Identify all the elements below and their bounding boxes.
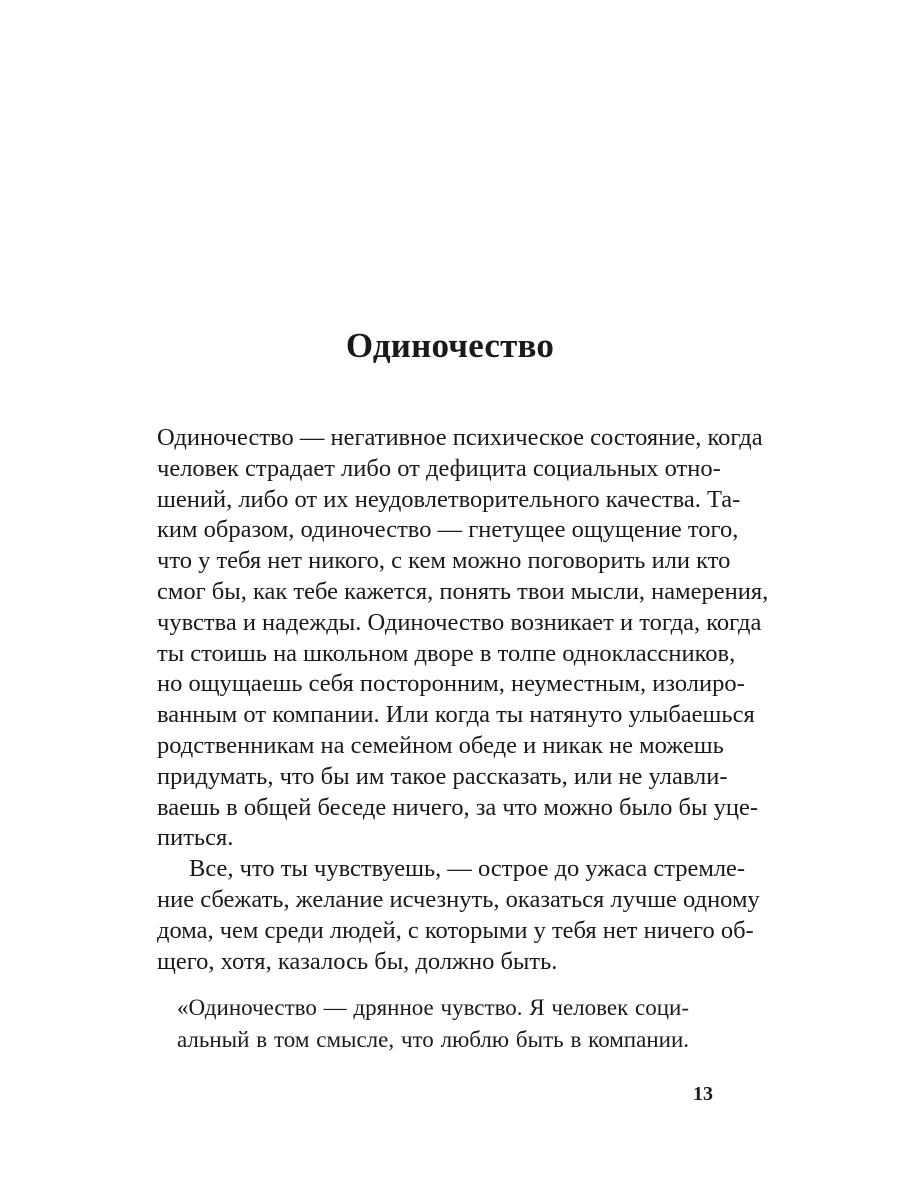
body-line: смог бы, как тебе кажется, понять твои мысли, намерения, <box>157 577 769 605</box>
body-line: Одиночество — негативное психическое состояние, когда <box>157 424 763 451</box>
body-line: что у тебя нет никого, с кем можно поговорить или кто <box>157 547 731 575</box>
body-line: питься. <box>157 824 234 852</box>
body-line: шений, либо от их неудовлетворительного качества. Та- <box>157 485 741 513</box>
body-line: человек страдает либо от дефицита социальных отно- <box>157 454 721 482</box>
chapter-title: Одиночество <box>345 326 555 365</box>
body-line: придумать, что бы им такое рассказать, или не улавли- <box>157 762 728 790</box>
body-line: ваешь в общей беседе ничего, за что можно было бы уце- <box>157 793 759 821</box>
body-line: дома, чем среди людей, с которыми у тебя нет ничего об- <box>157 916 754 944</box>
body-line: щего, хотя, казалось бы, должно быть. <box>157 947 558 975</box>
quote-block <box>177 992 689 1056</box>
body-line: чувства и надежды. Одиночество возникает и тогда, когда <box>157 608 762 636</box>
body-line: ванным от компании. Или когда ты натянуто улыбаешься <box>157 701 755 729</box>
body-line: но ощущаешь себя посторонним, неуместным, изолиро- <box>157 670 745 698</box>
body-line: ние сбежать, желание исчезнуть, оказаться лучше одному <box>157 885 760 913</box>
body-line: ты стоишь на школьном дворе в толпе одноклассников, <box>157 639 736 667</box>
body-line: родственникам на семейном обеде и никак не можешь <box>157 731 724 759</box>
quote-line: «Одиночество — дрянное чувство. Я человек соци- <box>177 995 689 1020</box>
body-line: ким образом, одиночество — гнетущее ощущение того, <box>157 516 739 544</box>
body-text <box>157 423 769 977</box>
quote-line: альный в том смысле, что люблю быть в компании. <box>177 1027 689 1052</box>
page-number: 13 <box>693 1083 713 1105</box>
body-line: Все, что ты чувствуешь, — острое до ужаса стремле- <box>189 855 746 883</box>
